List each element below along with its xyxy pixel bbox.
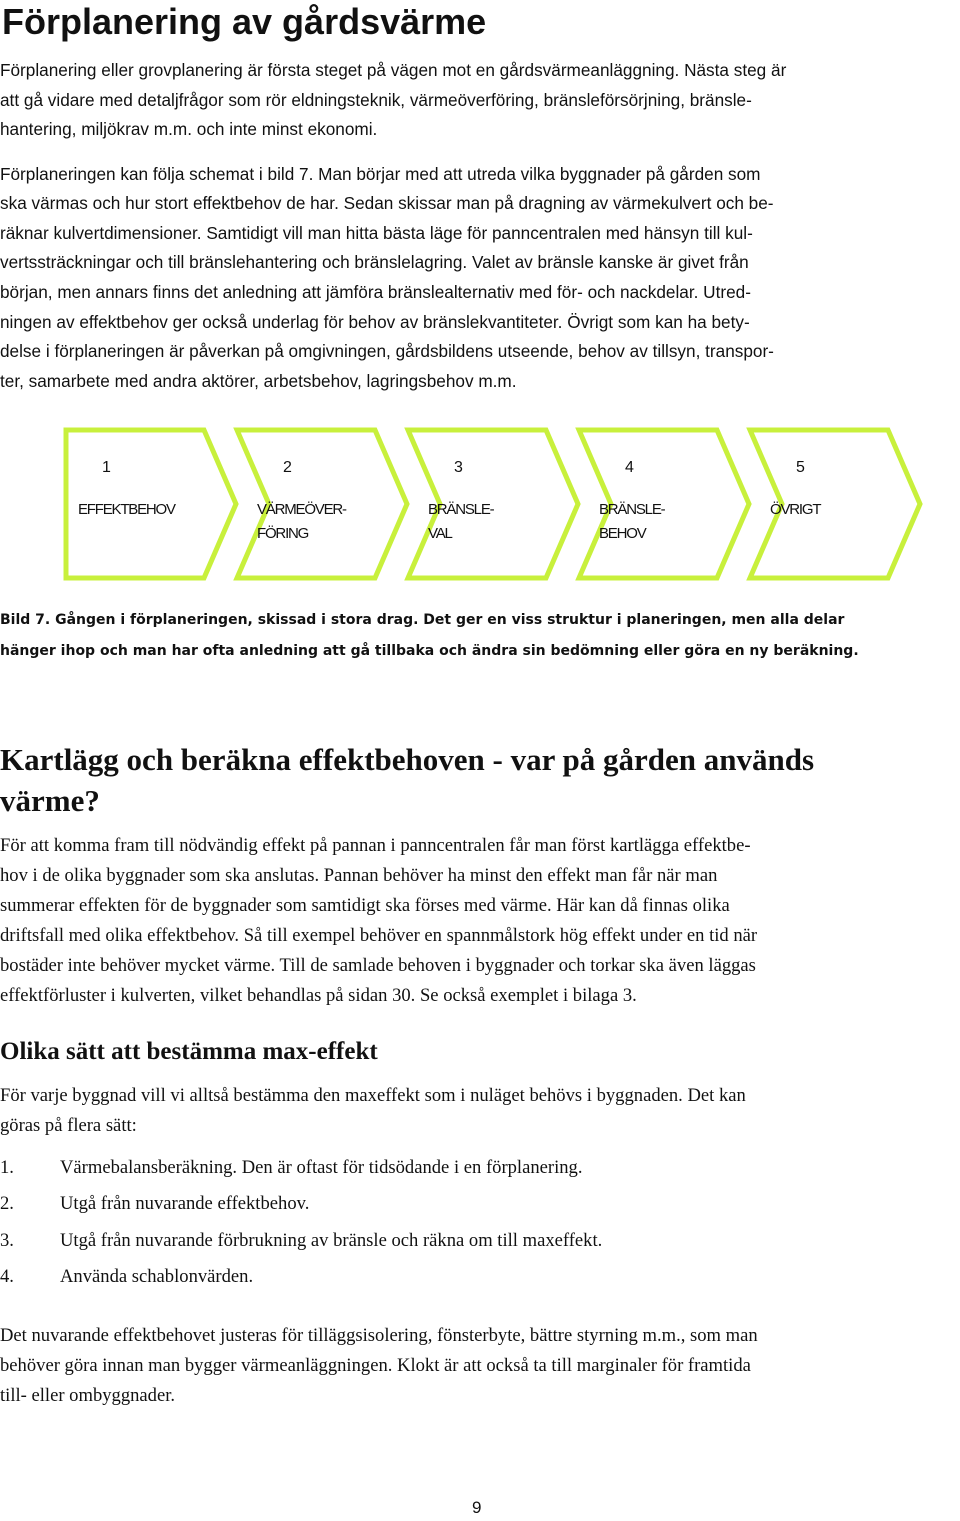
planning-line: början, men annars finns det anledning att jämföra bränslealternativ med för- och nackdelar. Utred- (0, 282, 751, 302)
section-line: summerar effekten för de byggnader som samtidigt ska förses med värme. Här kan då finnas olika (0, 895, 730, 916)
step-label: BRÄNSLE- (599, 501, 665, 518)
intro-line: hantering, miljökrav m.m. och inte minst ekonomi. (0, 119, 378, 139)
list-number: 2. (0, 1193, 14, 1214)
section-line: För att komma fram till nödvändig effekt på pannan i panncentralen får man först kartlägga effektbe- (0, 835, 751, 856)
list-number: 1. (0, 1157, 14, 1178)
closing-line: till- eller ombyggnader. (0, 1385, 176, 1406)
step-number: 2 (283, 459, 292, 476)
list-item (0, 1189, 960, 1219)
step-number: 4 (625, 459, 634, 476)
planning-line: Förplaneringen kan följa schemat i bild 7. Man börjar med att utreda vilka byggnader på gården som (0, 164, 761, 184)
list-number: 3. (0, 1230, 14, 1251)
section-line: bostäder inte behöver mycket värme. Till de samlade behoven i byggnader och torkar ska även läggas (0, 955, 756, 976)
section-line: driftsfall med olika effektbehov. Så till exempel behöver en spannmålstork hög effekt under en tid när (0, 925, 758, 946)
list-text: Utgå från nuvarande förbrukning av bränsle och räkna om till maxeffekt. (60, 1230, 603, 1251)
section-line: effektförluster i kulverten, vilket behandlas på sidan 30. Se också exemplet i bilaga 3. (0, 985, 637, 1006)
sub-intro-line: För varje byggnad vill vi alltså bestämma den maxeffekt som i nuläget behövs i byggnaden. Det kan (0, 1085, 746, 1106)
planning-line: ter, samarbete med andra aktörer, arbetsbehov, lagringsbehov m.m. (0, 371, 517, 391)
step-number: 3 (454, 459, 463, 476)
step-number: 1 (102, 459, 111, 476)
list-item (0, 1153, 960, 1183)
page-title: Förplanering av gårdsvärme (2, 1, 487, 42)
list-text: Använda schablonvärden. (60, 1266, 254, 1287)
step-label: FÖRING (257, 525, 309, 542)
list-number: 4. (0, 1266, 14, 1287)
planning-line: ningen av effektbehov ger också underlag för behov av bränslekvantiteter. Övrigt som kan ha bety- (0, 312, 750, 332)
section-heading-line: värme? (0, 783, 100, 818)
planning-line: räknar kulvertdimensioner. Samtidigt vill man hitta bästa läge för panncentralen med hänsyn till kul- (0, 223, 753, 243)
section-heading (0, 739, 814, 821)
list-item (0, 1226, 960, 1256)
step-label: VAL (428, 525, 452, 542)
planning-line: vertssträckningar och till bränslehantering och bränslelagring. Valet av bränsle kanske är givet från (0, 252, 749, 272)
sub-intro-line: göras på flera sätt: (0, 1115, 137, 1136)
page-number: 9 (472, 1498, 482, 1517)
section-line: hov i de olika byggnader som ska anslutas. Pannan behöver ha minst den effekt man får när man (0, 865, 718, 886)
planning-line: ska värmas och hur stort effektbehov de har. Sedan skissar man på dragning av värmekulvert och be- (0, 193, 774, 213)
list-text: Utgå från nuvarande effektbehov. (60, 1193, 310, 1214)
list-text: Värmebalansberäkning. Den är oftast för tidsödande i en förplanering. (60, 1157, 583, 1178)
closing-line: behöver göra innan man bygger värmeanläggningen. Klokt är att också ta till marginaler för framtida (0, 1355, 751, 1376)
step-label: VÄRMEÖVER- (257, 501, 346, 518)
step-label: BRÄNSLE- (428, 501, 494, 518)
process-diagram (0, 420, 960, 600)
step-label: BEHOV (599, 525, 646, 542)
subheading: Olika sätt att bestämma max-effekt (0, 1038, 378, 1065)
intro-line: att gå vidare med detaljfrågor som rör eldningsteknik, värmeöverföring, bränsleförsörjning, bränsle- (0, 90, 752, 110)
planning-line: delse i förplaneringen är påverkan på omgivningen, gårdsbildens utseende, behov av tillsyn, transpor- (0, 341, 774, 361)
list-item (0, 1262, 960, 1292)
section-heading-line: Kartlägg och beräkna effektbehoven - var på gården används (0, 742, 815, 777)
caption-line: hänger ihop och man har ofta anledning att gå tillbaka och ändra sin bedömning eller göra en ny beräkning. (0, 643, 859, 659)
closing-line: Det nuvarande effektbehovet justeras för tilläggsisolering, fönsterbyte, bättre styrning m.m., som man (0, 1325, 758, 1346)
step-label: ÖVRIGT (770, 501, 821, 518)
caption-line: Bild 7. Gången i förplaneringen, skissad i stora drag. Det ger en viss struktur i planeringen, men alla delar (0, 612, 845, 628)
step-number: 5 (796, 459, 805, 476)
step-label: EFFEKTBEHOV (78, 501, 175, 518)
intro-line: Förplanering eller grovplanering är första steget på vägen mot en gårdsvärmeanläggning. Nästa steg är (0, 60, 787, 80)
